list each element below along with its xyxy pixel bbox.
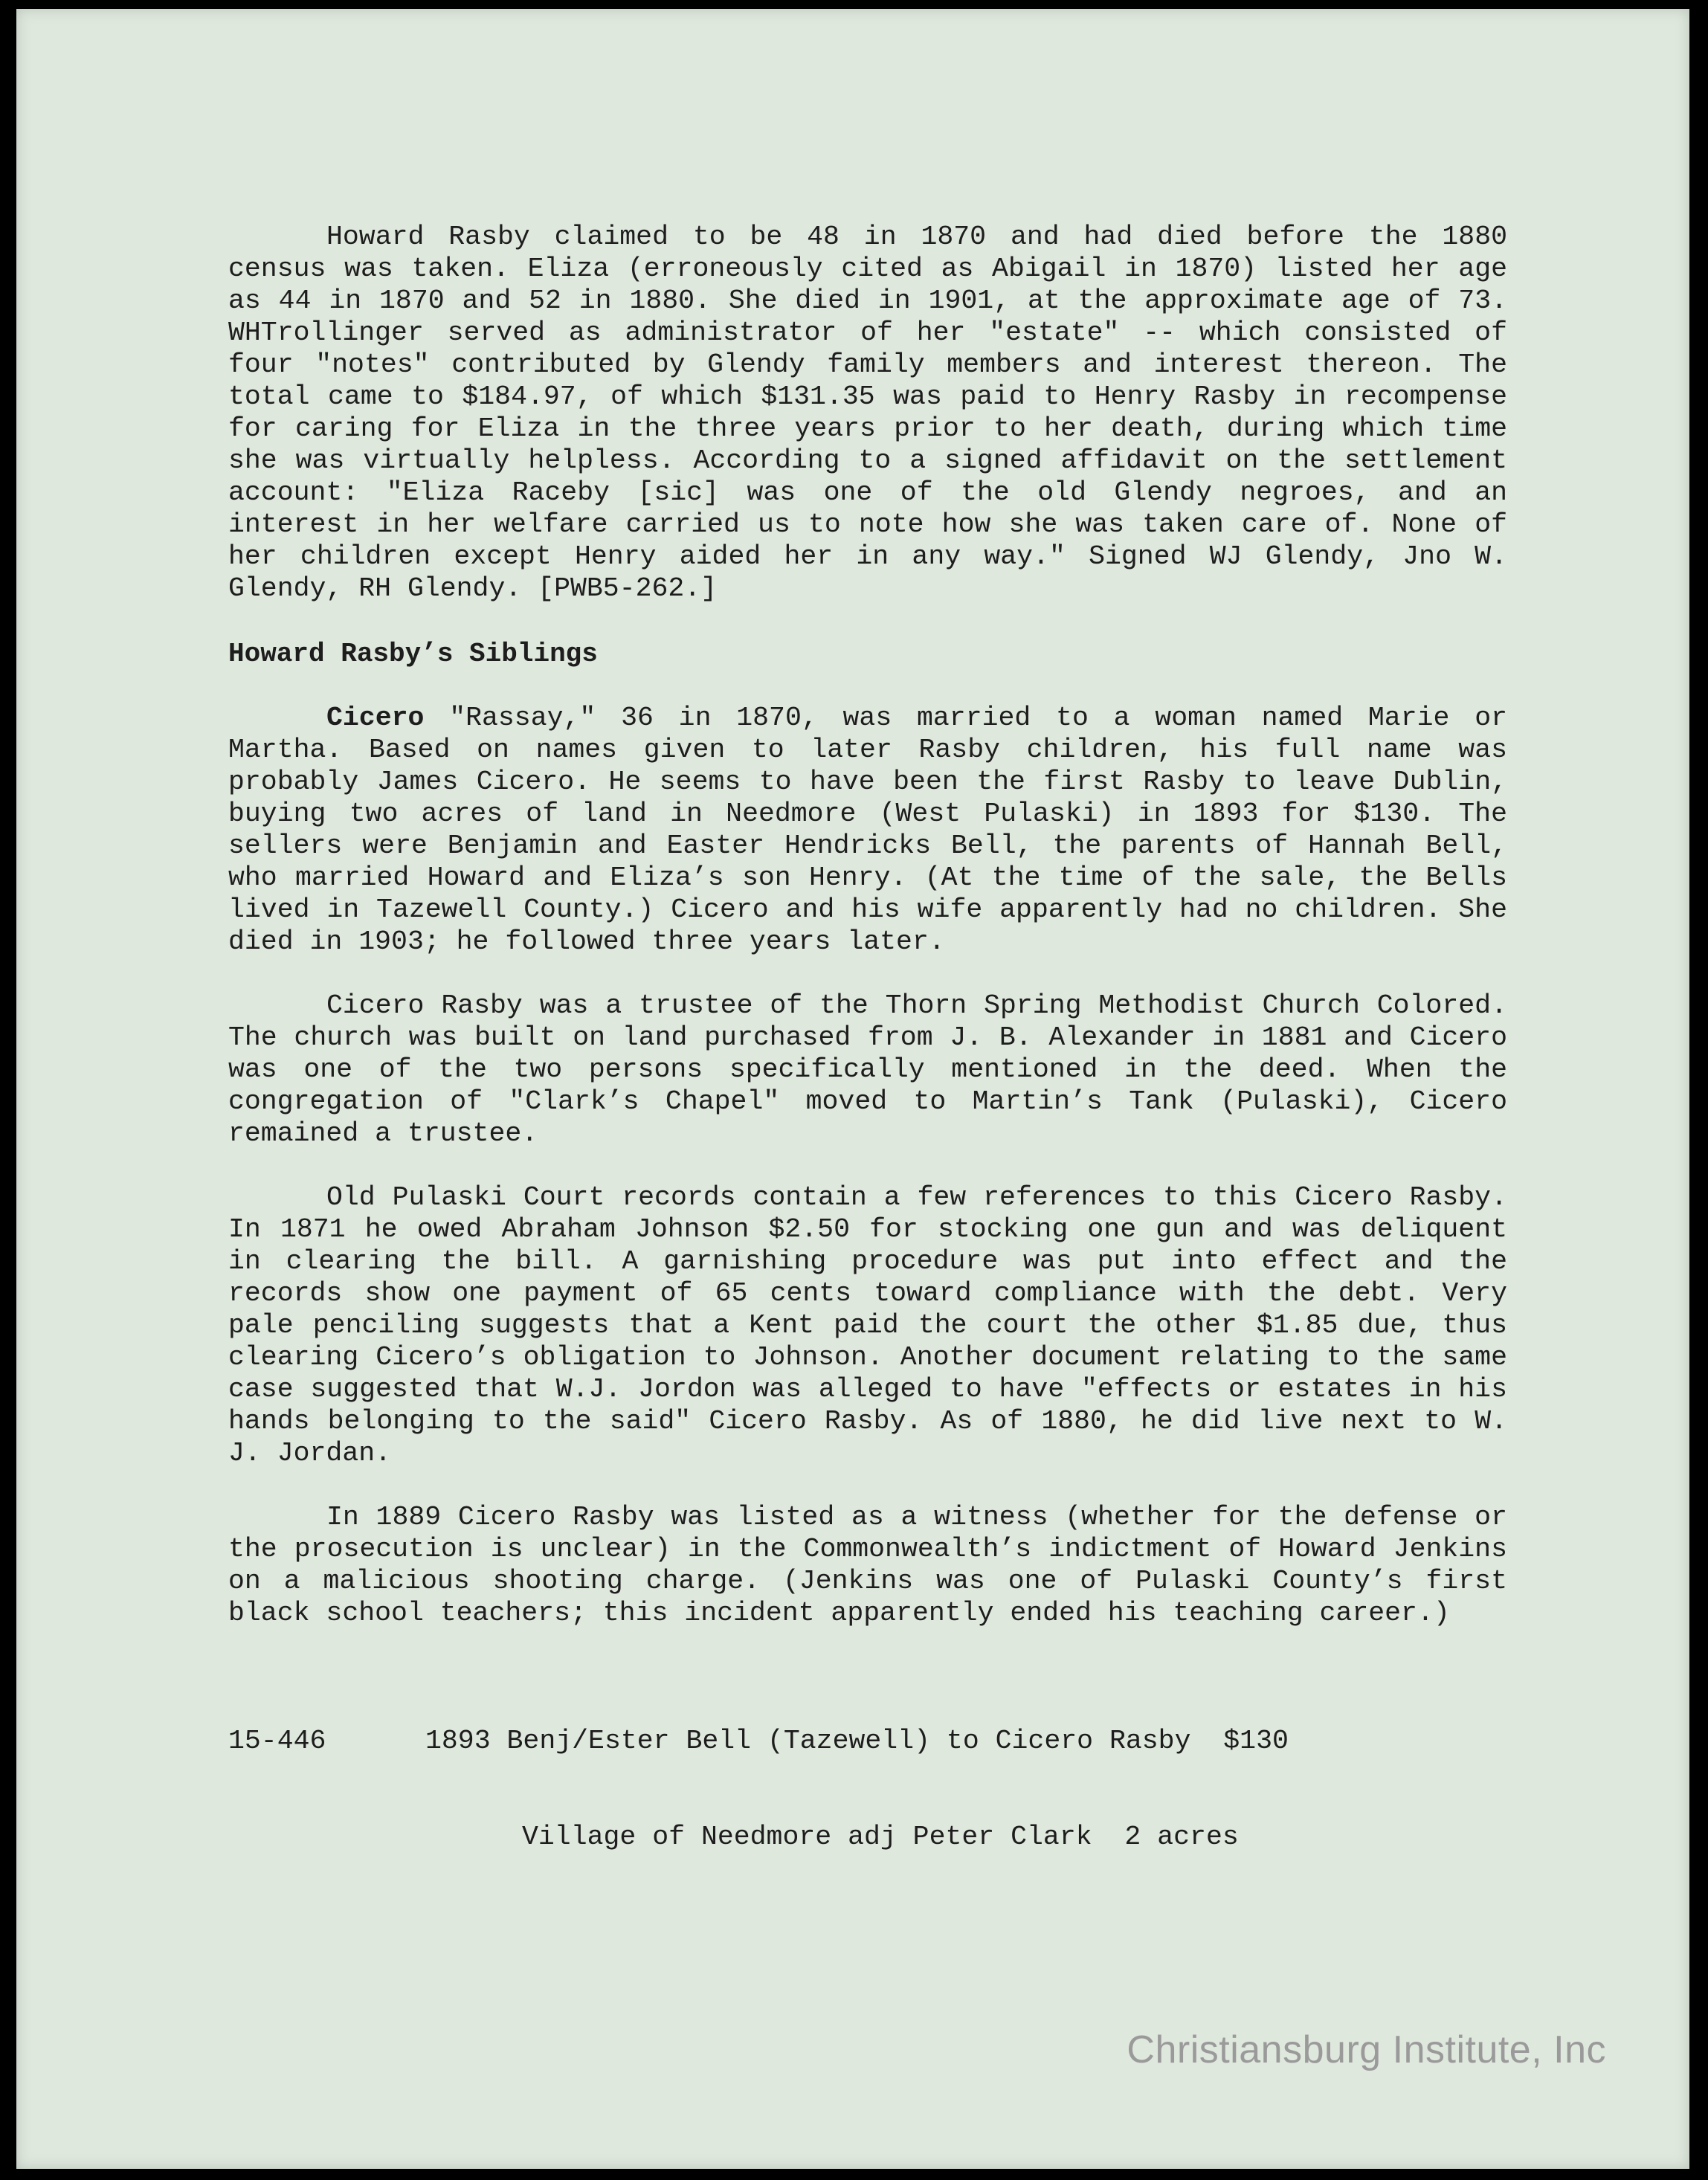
- paragraph-cicero-intro-text: "Rassay," 36 in 1870, was married to a woman named Marie or Martha. Based on names given to later Rasby children, his full name was probably James Cicero. He seems to have been the first Rasby to leave Dublin, buying two acres of land in Needmore (West Pulaski) in 1893 for $130. The sellers were Benjamin and Easter Hendricks Bell, the parents of Hannah Bell, who married Howard and Eliza’s son Henry. (At the time of the sale, the Bells lived in Tazewell County.) Cicero and his wife apparently had no children. She died in 1903; he followed three years later.: [228, 703, 1507, 957]
- document-body: [228, 221, 1507, 1917]
- paragraph-church-trustee: Cicero Rasby was a trustee of the Thorn Spring Methodist Church Colored. The church was built on land purchased from J. B. Alexander in 1881 and Cicero was one of the two persons specifically mentioned in the deed. When the congregation of "Clark’s Chapel" moved to Martin’s Tank (Pulaski), Cicero remained a trustee.: [228, 990, 1507, 1149]
- paragraph-witness: In 1889 Cicero Rasby was listed as a witness (whether for the defense or the prosecution is unclear) in the Commonwealth’s indictment of Howard Jenkins on a malicious shooting charge. (Jenkins was one of Pulaski County’s first black school teachers; this incident apparently ended his teaching career.): [228, 1502, 1507, 1628]
- deed-record-text-1: 1893 Benj/Ester Bell (Tazewell) to Cicero Rasby $130: [425, 1726, 1289, 1756]
- deed-record-line-1: [228, 1725, 1507, 1757]
- deed-record-text-2: Village of Needmore adj Peter Clark 2 acres: [522, 1822, 1239, 1852]
- watermark-text: Christiansburg Institute, Inc: [1127, 2028, 1606, 2071]
- paragraph-court-records: Old Pulaski Court records contain a few references to this Cicero Rasby. In 1871 he owed Abraham Johnson $2.50 for stocking one gun and was deliquent in clearing the bill. A garnishing procedure was put into effect and the records show one payment of 65 cents toward compliance with the debt. Very pale penciling suggests that a Kent paid the court the other $1.85 due, thus clearing Cicero’s obligation to Johnson. Another document relating to the same case suggested that W.J. Jordon was alleged to have "effects or estates in his hands belonging to the said" Cicero Rasby. As of 1880, he did live next to W. J. Jordan.: [228, 1182, 1507, 1468]
- deed-record-id: 15-446: [228, 1726, 326, 1756]
- section-heading: Howard Rasby’s Siblings: [228, 639, 598, 669]
- paragraph-howard-eliza: Howard Rasby claimed to be 48 in 1870 and had died before the 1880 census was taken. Eliza (erroneously cited as Abigail in 1870) listed her age as 44 in 1870 and 52 in 1880. She died in 1901, at the approximate age of 73. WHTrollinger served as administrator of her "estate" -- which consisted of four "notes" contributed by Glendy family members and interest thereon. The total came to $184.97, of which $131.35 was paid to Henry Rasby in recompense for caring for Eliza in the three years prior to her death, during which time she was virtually helpless. According to a signed affidavit on the settlement account: "Eliza Raceby [sic] was one of the old Glendy negroes, and an interest in her welfare carried us to note how she was taken care of. None of her children except Henry aided her in any way." Signed WJ Glendy, Jno W. Glendy, RH Glendy. [PWB5-262.]: [228, 222, 1507, 604]
- paragraph-cicero-intro: [228, 702, 1507, 958]
- document-page: [16, 9, 1689, 2169]
- deed-record: [228, 1661, 1507, 1917]
- deed-record-line-2: [228, 1821, 1507, 1853]
- name-cicero: Cicero: [326, 703, 425, 733]
